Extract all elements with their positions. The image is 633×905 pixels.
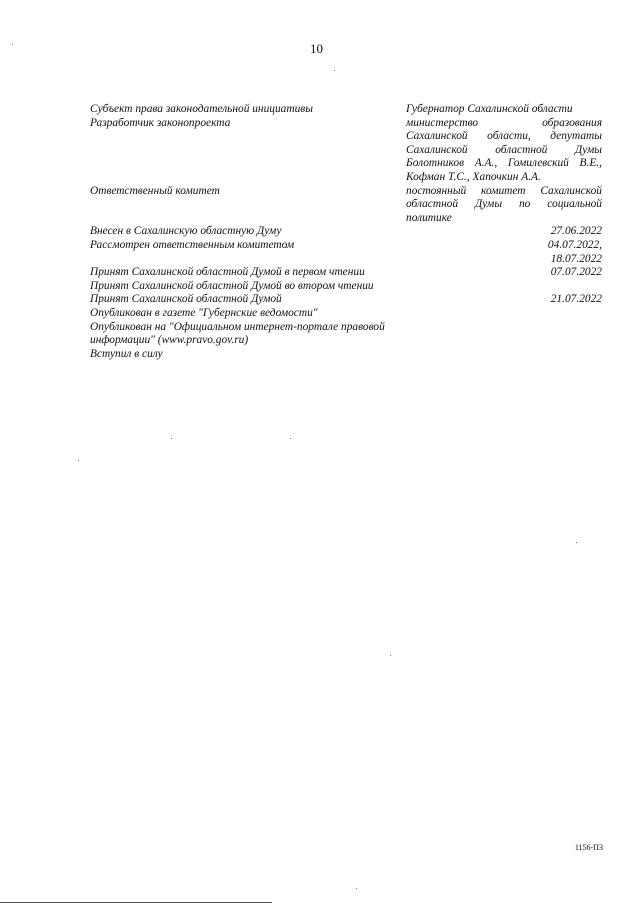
row-value: 21.07.2022 <box>550 293 602 306</box>
row-value: 07.07.2022 <box>550 266 602 279</box>
row-value <box>406 117 602 185</box>
row-value: Губернатор Сахалинской области <box>406 103 573 115</box>
scan-speck <box>78 460 79 461</box>
row-label: Ответственный комитет <box>90 184 220 197</box>
row-label: Вступил в силу <box>90 347 163 360</box>
scan-speck <box>576 542 577 543</box>
bill-passport-table <box>90 103 602 361</box>
row-label: Разработчик законопроекта <box>90 116 231 129</box>
row-submitted <box>90 225 602 239</box>
value-line: областной Думы по социальной <box>406 198 602 211</box>
value-line: Кофман Т.С., Хапочкин А.А. <box>406 170 541 183</box>
row-value: 27.06.2022 <box>550 225 602 238</box>
row-label: Субъект права законодательной инициативы <box>90 103 313 115</box>
value-line: постоянный комитет Сахалинской <box>406 184 602 197</box>
value-line: министерство образования <box>406 116 602 129</box>
scan-edge-line <box>0 902 272 903</box>
value-line: 04.07.2022, <box>547 238 602 251</box>
value-line: Болотников А.А., Гомилевский В.Е., <box>406 157 602 170</box>
row-label: Опубликован на "Официальном интернет-портале правовой информации" (www.pravo.gov.ru) <box>90 320 385 347</box>
scan-speck <box>390 655 391 656</box>
row-label: Внесен в Сахалинскую областную Думу <box>90 225 282 238</box>
value-line: 18.07.2022 <box>550 252 602 265</box>
scan-speck <box>356 888 357 889</box>
value-line: Сахалинской области, депутаты <box>406 130 602 143</box>
row-adopted <box>90 293 602 307</box>
row-label: Принят Сахалинской областной Думой в первом чтении <box>90 266 365 279</box>
row-published-portal <box>90 321 602 348</box>
value-line: Сахалинской областной Думы <box>406 143 602 156</box>
row-committee <box>90 185 602 226</box>
scan-speck <box>290 438 291 439</box>
row-reviewed <box>90 239 602 266</box>
row-published-gazette <box>90 307 602 321</box>
row-label: Опубликован в газете "Губернские ведомости" <box>90 306 318 319</box>
row-subject <box>90 103 602 117</box>
scan-speck <box>171 438 172 439</box>
row-value <box>406 239 602 266</box>
document-code: 1156-ПЗ <box>574 843 603 852</box>
row-value <box>406 321 602 348</box>
row-first-reading <box>90 266 602 280</box>
row-label: Принят Сахалинской областной Думой во втором чтении <box>90 279 374 292</box>
row-value <box>406 348 602 362</box>
row-label: Принят Сахалинской областной Думой <box>90 293 282 306</box>
row-second-reading <box>90 280 602 294</box>
row-value <box>406 280 602 294</box>
row-label: Рассмотрен ответственным комитетом <box>90 238 295 251</box>
row-value <box>406 185 602 226</box>
row-developer <box>90 117 602 185</box>
value-line: политике <box>406 211 452 224</box>
scan-speck <box>12 44 13 45</box>
scan-speck <box>334 70 335 71</box>
page-number: 10 <box>310 41 323 56</box>
row-in-force <box>90 348 602 362</box>
row-value <box>406 307 602 321</box>
